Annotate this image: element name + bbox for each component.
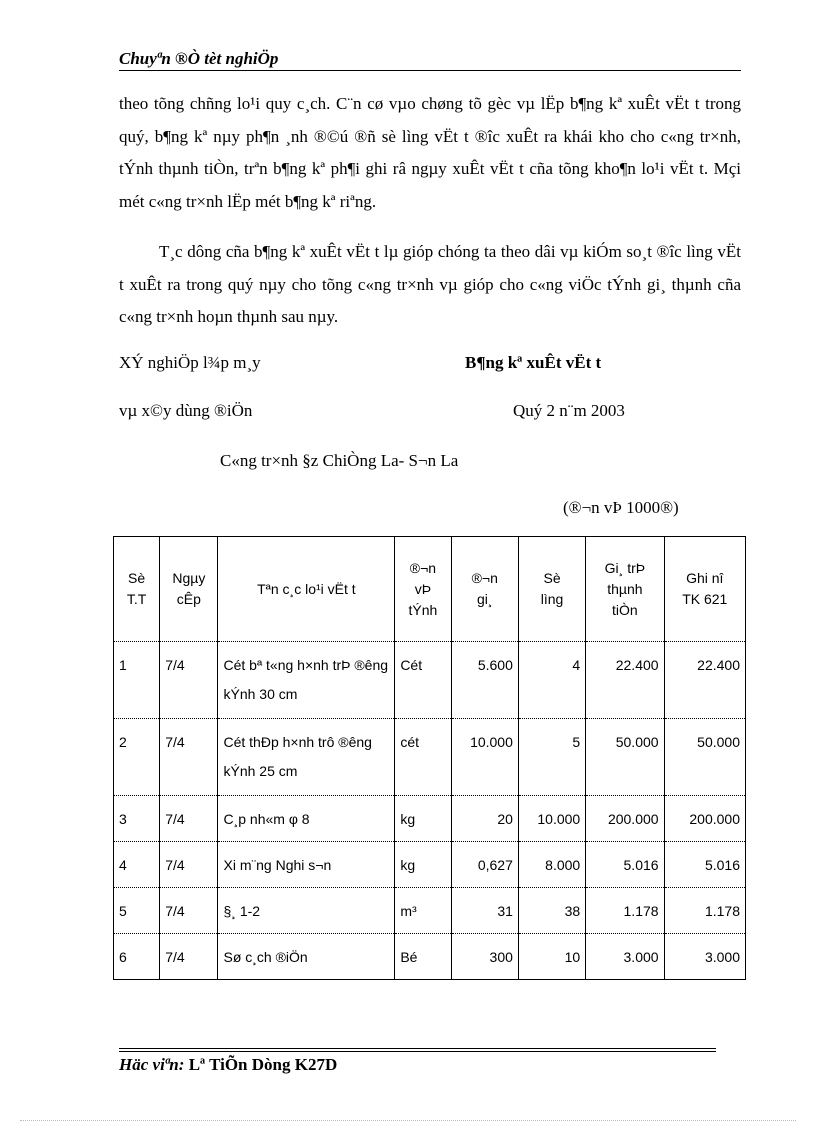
cell-debit-621: 22.400 [664, 642, 745, 719]
company-name-line1: XÝ nghiÖp l¾p m¸y [119, 353, 261, 372]
cell-quantity: 10 [518, 934, 585, 980]
footer-rule-bottom [119, 1051, 716, 1052]
paragraph-1: theo tõng chñng lo¹i quy c¸ch. C¨n cø vµo chøng tõ gèc vµ lËp b¶ng kª xuÊt vËt t trong quý, b¶ng kª nµy ph¶n ¸nh ®©ú ®ñ sè lìng vËt t ®îc xuÊt ra khái kho cho c«ng tr×nh, tÝnh thµnh tiÒn, trªn b¶ng kª ph¶i ghi râ ngµy xuÊt vËt t cña tõng kho¶n lo¹i vËt t. Mçi mét c«ng tr×nh lËp mét b¶ng kª riªng. [119, 94, 741, 211]
report-title: B¶ng kª xuÊt vËt t [465, 353, 602, 372]
cell-unit: Bé [395, 934, 451, 980]
cell-unit-price: 5.600 [451, 642, 518, 719]
cell-debit-621: 50.000 [664, 719, 745, 796]
footer-rule-top [119, 1048, 716, 1049]
cell-material-name: §¸ 1-2 [218, 888, 395, 934]
table-row [114, 796, 746, 842]
cell-date: 7/4 [160, 642, 218, 719]
cell-unit: kg [395, 842, 451, 888]
cell-amount: 1.178 [586, 888, 664, 934]
footer-label: Häc viªn: [119, 1055, 185, 1074]
cell-unit: m³ [395, 888, 451, 934]
cell-stt: 3 [114, 796, 160, 842]
cell-quantity: 38 [518, 888, 585, 934]
cell-amount: 50.000 [586, 719, 664, 796]
cell-date: 7/4 [160, 934, 218, 980]
header-date: Ngµy cÊp [160, 537, 218, 642]
cell-unit-price: 31 [451, 888, 518, 934]
table-row [114, 934, 746, 980]
cell-date: 7/4 [160, 719, 218, 796]
unit-note: (®¬n vÞ 1000®) [563, 498, 679, 517]
table-row [114, 719, 746, 796]
cell-unit-price: 0,627 [451, 842, 518, 888]
materials-table [113, 536, 746, 980]
page-bottom-border [20, 1120, 796, 1121]
table-row [114, 888, 746, 934]
cell-unit: cét [395, 719, 451, 796]
footer-student-name: Lª TiÕn Dòng K27D [188, 1055, 338, 1074]
cell-unit: kg [395, 796, 451, 842]
cell-quantity: 4 [518, 642, 585, 719]
header-quantity: Sè lìng [518, 537, 585, 642]
cell-stt: 6 [114, 934, 160, 980]
cell-stt: 1 [114, 642, 160, 719]
cell-date: 7/4 [160, 796, 218, 842]
cell-unit-price: 10.000 [451, 719, 518, 796]
cell-material-name: C¸p nh«m φ 8 [218, 796, 395, 842]
header-stt: Sè T.T [114, 537, 160, 642]
cell-stt: 5 [114, 888, 160, 934]
cell-debit-621: 200.000 [664, 796, 745, 842]
cell-quantity: 5 [518, 719, 585, 796]
header-material-name: Tªn c¸c lo¹i vËt t [218, 537, 395, 642]
cell-date: 7/4 [160, 842, 218, 888]
cell-stt: 4 [114, 842, 160, 888]
cell-debit-621: 3.000 [664, 934, 745, 980]
table-row [114, 842, 746, 888]
header-rule [119, 70, 741, 71]
cell-debit-621: 1.178 [664, 888, 745, 934]
cell-date: 7/4 [160, 888, 218, 934]
cell-amount: 200.000 [586, 796, 664, 842]
cell-material-name: Sø c¸ch ®iÖn [218, 934, 395, 980]
cell-material-name: Xi m¨ng Nghi s¬n [218, 842, 395, 888]
cell-amount: 22.400 [586, 642, 664, 719]
table-row [114, 642, 746, 719]
cell-material-name: Cét thÐp h×nh trô ®êng kÝnh 25 cm [218, 719, 395, 796]
company-name-line2: vµ x©y dùng ®iÖn [119, 401, 253, 420]
cell-unit: Cét [395, 642, 451, 719]
cell-debit-621: 5.016 [664, 842, 745, 888]
page-header-title: Chuyªn ®Ò tèt nghiÖp [119, 49, 279, 68]
cell-amount: 3.000 [586, 934, 664, 980]
table-header-row [114, 537, 746, 642]
paragraph-2: T¸c dông cña b¶ng kª xuÊt vËt t lµ gióp chóng ta theo dâi vµ kiÓm so¸t ®îc lìng vËt t xuÊt ra trong quý nµy cho tõng c«ng tr×nh vµ gióp cho c«ng viÖc tÝnh gi¸ thµnh cña c«ng tr×nh hoµn thµnh sau nµy. [119, 242, 741, 326]
cell-quantity: 8.000 [518, 842, 585, 888]
report-period: Quý 2 n¨m 2003 [513, 401, 625, 420]
header-unit: ®¬n vÞ tÝnh [395, 537, 451, 642]
header-debit-621: Ghi nî TK 621 [664, 537, 745, 642]
page-footer [119, 1055, 337, 1075]
cell-quantity: 10.000 [518, 796, 585, 842]
cell-amount: 5.016 [586, 842, 664, 888]
cell-unit-price: 300 [451, 934, 518, 980]
header-unit-price: ®¬n gi¸ [451, 537, 518, 642]
cell-unit-price: 20 [451, 796, 518, 842]
cell-stt: 2 [114, 719, 160, 796]
cell-material-name: Cét bª t«ng h×nh trÞ ®êng kÝnh 30 cm [218, 642, 395, 719]
project-name: C«ng tr×nh §z ChiÒng La- S¬n La [220, 451, 459, 470]
header-amount: Gi¸ trÞ thµnh tiÒn [586, 537, 664, 642]
